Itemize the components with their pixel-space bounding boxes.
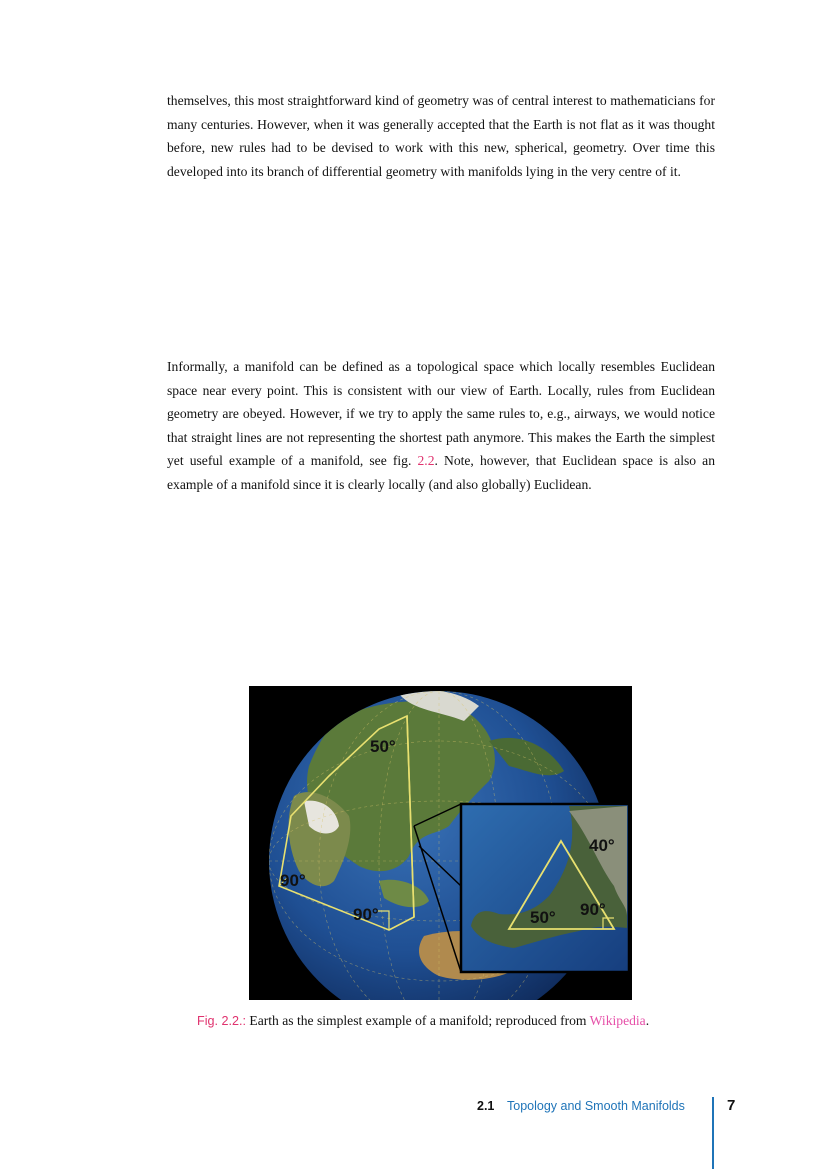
page-number: 7 <box>727 1097 736 1114</box>
earth-figure-svg <box>249 686 632 1000</box>
page-footer <box>0 1097 827 1169</box>
caption-text: Earth as the simplest example of a manifold; reproduced from <box>246 1013 590 1028</box>
caption-label: Fig. 2.2.: <box>197 1014 246 1028</box>
figure-caption <box>197 1013 717 1029</box>
section-title: Topology and Smooth Manifolds <box>507 1099 685 1113</box>
footer-divider <box>712 1097 714 1169</box>
angle-label-globe-top: 50° <box>370 737 396 756</box>
paragraph-2-text-end: . Note, however, that Euclidean space is also an example of a manifold since it is clearly locally (and also globally) Euclidean. <box>167 453 716 492</box>
angle-label-inset-right: 90° <box>580 900 606 919</box>
angle-label-inset-top: 40° <box>589 836 615 855</box>
angle-label-inset-left: 50° <box>530 908 556 927</box>
section-number: 2.1 <box>477 1099 495 1113</box>
inset-map <box>461 804 629 972</box>
angle-label-globe-left: 90° <box>280 871 306 890</box>
caption-period: . <box>645 1013 650 1028</box>
paragraph-2-text: Informally, a manifold can be defined as a topological space which locally resembles Euclidean space near every point. This is consistent with our view of Earth. Locally, rules from Euclidean geometry are obeyed. However, if we try to apply the same rules to, e.g., airways, we would notice that straight lines are not representing the shortest path anymore. This makes the Earth the simplest yet useful example of a manifold, see fig. <box>167 359 715 468</box>
paragraph-1: themselves, this most straightforward kind of geometry was of central interest to mathematicians for many centuries. However, when it was generally accepted that the Earth is not flat as it was thought before, new rules had to be devised to work with this new, spherical, geometry. Over time this developed into its branch of differential geometry with manifolds lying in the very centre of it. <box>167 93 715 179</box>
earth-figure <box>249 686 632 1000</box>
paragraph-2 <box>167 355 715 496</box>
angle-label-globe-right: 90° <box>353 905 379 924</box>
wikipedia-link[interactable]: Wikipedia <box>589 1013 646 1028</box>
figure-reference-link[interactable]: 2.2 <box>417 453 435 468</box>
